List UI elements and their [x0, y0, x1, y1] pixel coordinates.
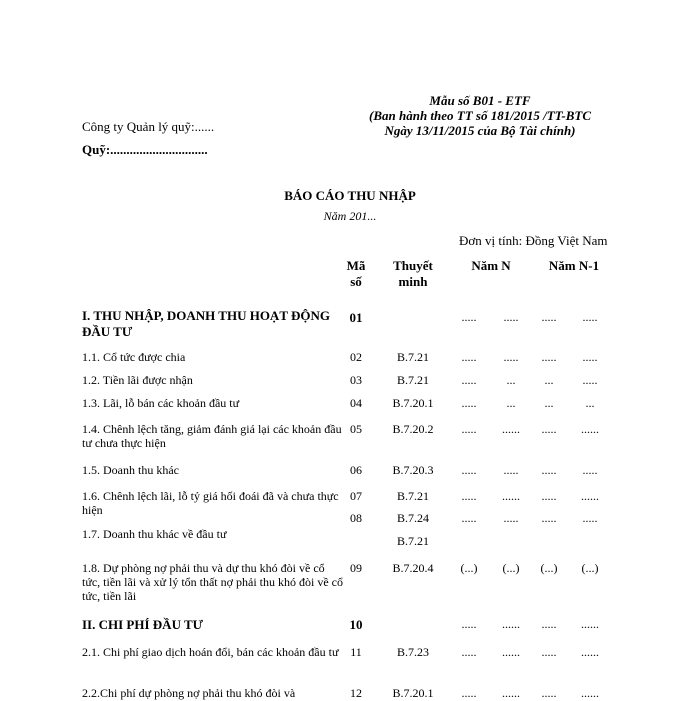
row-value: ...... [581, 422, 599, 436]
issued-by-line1: (Ban hành theo TT số 181/2015 /TT-BTC [369, 108, 591, 123]
row-value: (...) [502, 561, 520, 575]
form-number: Mẫu số B01 - ETF [429, 93, 531, 108]
col-year-n-header: Năm N [471, 258, 511, 273]
row-value: ..... [582, 463, 598, 477]
report-year: Năm 201... [323, 209, 377, 223]
row-value: (...) [460, 561, 478, 575]
row-code: 11 [350, 645, 362, 659]
row-code: 02 [350, 350, 362, 364]
row-note: B.7.20.1 [392, 686, 434, 700]
row-code: 12 [350, 686, 362, 700]
row-label: 1.3. Lãi, lỗ bán các khoản đầu tư [82, 396, 240, 410]
row-note: B.7.24 [396, 511, 429, 525]
company-name: Công ty Quản lý quỹ:...... [82, 119, 215, 134]
row-value: ...... [581, 645, 599, 659]
row-value: ..... [541, 489, 557, 503]
row-value: ..... [461, 310, 477, 324]
fund-name: Quỹ:.............................. [82, 142, 208, 157]
row-value: ..... [582, 310, 598, 324]
row-value: ..... [541, 645, 557, 659]
row-note: B.7.20.2 [392, 422, 434, 436]
row-label: 1.2. Tiền lãi được nhận [82, 373, 193, 387]
row-value: ..... [461, 373, 477, 387]
col-note-header: Thuyết minh [393, 258, 433, 289]
row-label: 1.8. Dự phòng nợ phải thu và dự thu khó đòi về cổ tức, tiền lãi và xử lý tổn thất nợ phải thu khó đòi về cổ tức, tiền lãi [82, 561, 343, 603]
row-note: B.7.21 [396, 373, 429, 387]
row-note: B.7.20.1 [392, 396, 434, 410]
row-value: ..... [541, 686, 557, 700]
row-code: 09 [350, 561, 362, 575]
row-note: B.7.20.3 [392, 463, 434, 477]
row-code: 08 [350, 511, 362, 525]
row-value: ..... [541, 310, 557, 324]
row-label: 1.4. Chênh lệch tăng, giảm đánh giá lại các khoản đầu tư chưa thực hiện [82, 422, 342, 450]
row-value: ... [506, 396, 516, 410]
row-label: II. CHI PHÍ ĐẦU TƯ [82, 617, 203, 632]
row-value: ..... [541, 422, 557, 436]
row-code: 07 [350, 489, 362, 503]
row-value: ...... [581, 686, 599, 700]
row-value: ..... [582, 511, 598, 525]
row-value: ...... [502, 645, 520, 659]
col-year-n1-header: Năm N-1 [548, 258, 600, 273]
row-note-secondary: B.7.21 [396, 534, 429, 548]
row-value: ..... [461, 645, 477, 659]
row-value: ..... [541, 511, 557, 525]
row-note: B.7.20.4 [392, 561, 434, 575]
col-code-header: Mã số [346, 258, 366, 289]
row-value: ..... [461, 422, 477, 436]
row-label: 2.1. Chi phí giao dịch hoán đổi, bán các khoản đầu tư [82, 645, 339, 659]
row-value: ... [544, 396, 554, 410]
row-code: 06 [350, 463, 362, 477]
row-label: 1.6. Chênh lệch lãi, lỗ tỷ giá hối đoái đã và chưa thực hiện [82, 489, 339, 517]
row-value: ..... [461, 686, 477, 700]
row-value: ..... [503, 310, 519, 324]
row-value: ..... [503, 511, 519, 525]
row-value: ..... [582, 350, 598, 364]
row-code: 03 [350, 373, 362, 387]
row-value: ...... [581, 489, 599, 503]
row-value: (...) [581, 561, 599, 575]
row-value: ..... [461, 396, 477, 410]
row-value: ..... [461, 350, 477, 364]
row-value: (...) [540, 561, 558, 575]
row-value: ...... [502, 617, 520, 631]
row-note: B.7.23 [396, 645, 429, 659]
row-note: B.7.21 [396, 489, 429, 503]
row-value: ... [506, 373, 516, 387]
row-value: ..... [461, 617, 477, 631]
row-value: ..... [582, 373, 598, 387]
row-label: 1.1. Cổ tức được chia [82, 350, 186, 364]
row-note: B.7.21 [396, 350, 429, 364]
row-value: ... [544, 373, 554, 387]
row-value: ...... [502, 489, 520, 503]
currency-unit: Đơn vị tính: Đồng Việt Nam [459, 233, 608, 248]
row-value: ..... [461, 463, 477, 477]
row-value: ..... [541, 350, 557, 364]
row-value: ..... [503, 350, 519, 364]
row-value: ..... [461, 511, 477, 525]
row-value: ..... [541, 617, 557, 631]
row-code: 01 [349, 310, 363, 325]
row-code: 04 [350, 396, 362, 410]
row-value: ..... [541, 463, 557, 477]
report-title: BÁO CÁO THU NHẬP [284, 188, 416, 203]
row-label: 1.7. Doanh thu khác về đầu tư [82, 527, 227, 541]
row-value: ..... [503, 463, 519, 477]
row-label: I. THU NHẬP, DOANH THU HOẠT ĐỘNG ĐẦU TƯ [82, 308, 331, 339]
row-code: 05 [350, 422, 362, 436]
row-label: 1.5. Doanh thu khác [82, 463, 179, 477]
row-label: 2.2.Chi phí dự phòng nợ phải thu khó đòi và [82, 686, 296, 700]
row-value: ...... [502, 686, 520, 700]
row-value: ..... [461, 489, 477, 503]
row-value: ... [585, 396, 595, 410]
issued-by-line2: Ngày 13/11/2015 của Bộ Tài chính) [384, 123, 576, 138]
row-code: 10 [349, 617, 363, 632]
row-value: ...... [581, 617, 599, 631]
row-value: ...... [502, 422, 520, 436]
